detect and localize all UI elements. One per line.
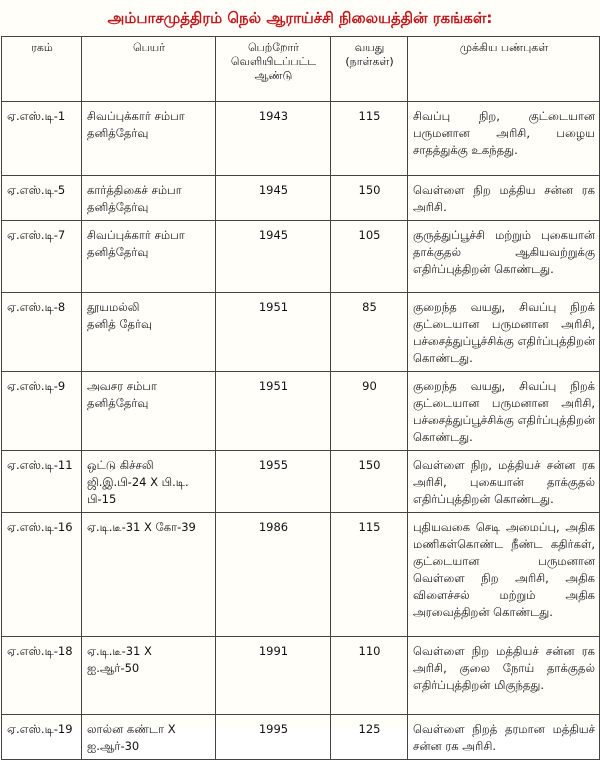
header-year-line1: பெற்றோர் <box>247 41 300 54</box>
name-line2: தனித்தேர்வு <box>87 126 149 140</box>
header-year-line2: வெளியிடப்பட்ட <box>230 55 317 68</box>
rice-varieties-table <box>1 36 600 760</box>
name-line2: தனித்தேர்வு <box>87 245 149 259</box>
cell-features: சிவப்பு நிற, குட்டையான பருமனான அரிசி, பழைய சாதத்துக்கு உகந்தது. <box>408 102 600 176</box>
cell-year: 1951 <box>216 372 331 451</box>
cell-variety: ஏ.எஸ்.டி-9 <box>2 372 82 451</box>
cell-features: குருத்துப்பூச்சி மற்றும் புகையான் தாக்குதல் ஆகியவற்றுக்கு எதிர்ப்புத்திறன் கொண்டது. <box>408 221 600 293</box>
cell-name <box>82 102 216 176</box>
table-row <box>2 293 600 372</box>
cell-variety: ஏ.எஸ்.டி-1 <box>2 102 82 176</box>
table-row <box>2 451 600 513</box>
cell-duration: 115 <box>331 513 408 637</box>
table-row <box>2 176 600 221</box>
cell-features: குறைந்த வயது, சிவப்பு நிறக் குட்டையான பருமனான அரிசி, பச்சைத்துப்பூச்சிக்கு எதிர்ப்புத்திறன் கொண்டது. <box>408 293 600 372</box>
header-duration <box>331 37 408 102</box>
table-row <box>2 102 600 176</box>
header-duration-line1: வயது <box>354 41 385 54</box>
name-line1: தூயமல்லி <box>87 300 140 314</box>
header-duration-line2: (நாள்கள்) <box>345 55 394 68</box>
header-year <box>216 37 331 102</box>
cell-variety: ஏ.எஸ்.டி-11 <box>2 451 82 513</box>
cell-duration: 150 <box>331 176 408 221</box>
cell-year: 1986 <box>216 513 331 637</box>
name-line2: ஐ.ஆர்-50 <box>87 661 140 675</box>
cell-variety: ஏ.எஸ்.டி-7 <box>2 221 82 293</box>
cell-features: வெள்ளை நிறத் தரமான மத்தியச் சன்ன ரக அரிசி. <box>408 715 600 760</box>
name-line2: தனித்தேர்வு <box>87 200 149 214</box>
name-line2: தனித்தேர்வு <box>87 396 149 410</box>
cell-year: 1943 <box>216 102 331 176</box>
cell-year: 1955 <box>216 451 331 513</box>
table-row <box>2 372 600 451</box>
cell-features: வெள்ளை நிற மத்தியச் சன்ன ரக அரிசி, குலை நோய் தாக்குதல் எதிர்ப்புத்திறன் மிகுந்தது. <box>408 637 600 715</box>
name-line2: ஐ.ஆர்-30 <box>87 739 140 753</box>
cell-name <box>82 293 216 372</box>
page-title: அம்பாசமுத்திரம் நெல் ஆராய்ச்சி நிலையத்தின் ரகங்கள்: <box>0 0 600 36</box>
cell-year: 1995 <box>216 715 331 760</box>
header-variety: ரகம் <box>2 37 82 102</box>
cell-name <box>82 715 216 760</box>
cell-name <box>82 513 216 637</box>
name-line1: ஏ.டி.டீ-31 X கோ-39 <box>87 520 196 534</box>
table-row <box>2 715 600 760</box>
cell-year: 1945 <box>216 176 331 221</box>
header-year-line3: ஆண்டு <box>254 69 293 82</box>
name-line1: கார்த்திகைச் சம்பா <box>87 183 182 197</box>
cell-duration: 150 <box>331 451 408 513</box>
name-line1: அவசர சம்பா <box>87 379 157 393</box>
cell-variety: ஏ.எஸ்.டி-5 <box>2 176 82 221</box>
cell-name <box>82 176 216 221</box>
cell-name <box>82 637 216 715</box>
cell-duration: 115 <box>331 102 408 176</box>
name-line1: சிவப்புக்கார் சம்பா <box>87 109 185 123</box>
cell-variety: ஏ.எஸ்.டி-16 <box>2 513 82 637</box>
cell-year: 1945 <box>216 221 331 293</box>
cell-variety: ஏ.எஸ்.டி-18 <box>2 637 82 715</box>
cell-name <box>82 221 216 293</box>
name-line1: ஏ.டி.டீ-31 X <box>87 644 152 658</box>
table-row <box>2 637 600 715</box>
cell-duration: 125 <box>331 715 408 760</box>
cell-features: வெள்ளை நிற, மத்தியச் சன்ன ரக அரிசி, புகையான் தாக்குதல் எதிர்ப்புத்திறன் கொண்டது. <box>408 451 600 513</box>
cell-name <box>82 451 216 513</box>
cell-year: 1951 <box>216 293 331 372</box>
cell-duration: 110 <box>331 637 408 715</box>
name-line1: சிவப்புக்கார் சம்பா <box>87 228 185 242</box>
name-line2: ஜி.இ.பி-24 X பி.டி. பி-15 <box>87 475 189 506</box>
cell-name <box>82 372 216 451</box>
cell-variety: ஏ.எஸ்.டி-19 <box>2 715 82 760</box>
cell-duration: 90 <box>331 372 408 451</box>
header-name: பெயர் <box>82 37 216 102</box>
table-row <box>2 513 600 637</box>
table-header-row <box>2 37 600 102</box>
cell-duration: 105 <box>331 221 408 293</box>
name-line1: லால்ன கண்டா X <box>87 722 176 736</box>
cell-features: குறைந்த வயது, சிவப்பு நிறக் குட்டையான பருமனான அரிசி, பச்சைத்துப்பூச்சிக்கு எதிர்ப்புத்திறன் கொண்டது. <box>408 372 600 451</box>
table-row <box>2 221 600 293</box>
name-line2: தனித் தேர்வு <box>87 317 153 331</box>
cell-year: 1991 <box>216 637 331 715</box>
cell-features: புதியவகை செடி அமைப்பு, அதிக மணிகள்கொண்ட நீண்ட கதிர்கள், குட்டையான பருமனான வெள்ளை நிற அரிசி, அதிக விளைச்சல் மற்றும் அதிக அரவைத்திறன் கொண்டது. <box>408 513 600 637</box>
cell-features: வெள்ளை நிற மத்திய சன்ன ரக அரிசி. <box>408 176 600 221</box>
header-features: முக்கிய பண்புகள் <box>408 37 600 102</box>
cell-duration: 85 <box>331 293 408 372</box>
cell-variety: ஏ.எஸ்.டி-8 <box>2 293 82 372</box>
name-line1: ஒட்டு கிச்சலி <box>87 458 154 472</box>
